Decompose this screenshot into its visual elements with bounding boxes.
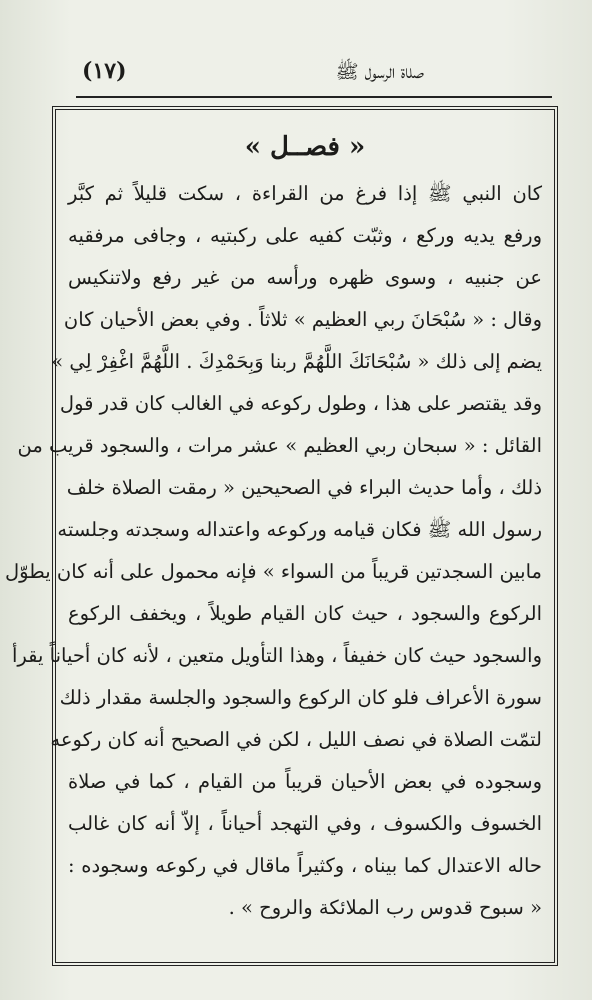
header-rule xyxy=(76,96,552,98)
running-title: صلاة الرسول ﷺ xyxy=(335,61,424,83)
text-line: وقد يقتصر على هذا ، وطول ركوعه في الغالب كان قدر قول xyxy=(59,392,542,415)
text-line: القائل : « سبحان ربي العظيم » عشر مرات ، والسجود قريب من xyxy=(17,434,542,457)
text-line: « سبوح قدوس رب الملائكة والروح » . xyxy=(228,896,542,919)
text-line: وقال : « سُبْحَانَ ربي العظيم » ثلاثاً . وفي بعض الأحيان كان xyxy=(63,308,542,331)
text-line: والسجود حيث كان خفيفاً ، وهذا التأويل متعين ، لأنه كان أحياناً يقرأ xyxy=(11,644,542,667)
text-line: سورة الأعراف فلو كان الركوع والسجود والجلسة مقدار ذلك xyxy=(59,686,542,709)
text-line: الخسوف والكسوف ، وفي التهجد أحياناً ، إلاّ أنه كان غالب xyxy=(68,812,542,835)
text-line: الركوع والسجود ، حيث كان القيام طويلاً ، ويخفف الركوع xyxy=(68,602,542,625)
text-line: ذلك ، وأما حديث البراء في الصحيحين « رمقت الصلاة خلف xyxy=(66,476,542,499)
text-line: وسجوده في بعض الأحيان قريباً من القيام ، كما في صلاة xyxy=(68,770,542,793)
text-line: عن جنبيه ، وسوى ظهره ورأسه من غير رفع ولاتنكيس xyxy=(68,266,542,289)
text-line: كان النبي ﷺ إذا فرغ من القراءة ، سكت قليلاً ثم كبَّر xyxy=(68,182,542,205)
text-line: ورفع يديه وركع ، وثبّت كفيه على ركبتيه ، وجافى مرفقيه xyxy=(68,224,542,247)
text-line: مابين السجدتين قريباً من السواء » فإنه محمول على أنه كان يطوّل xyxy=(5,560,542,583)
page-header xyxy=(80,56,552,96)
page-content xyxy=(5,112,552,960)
text-line: رسول الله ﷺ فكان قيامه وركوعه واعتداله وسجدته وجلسته xyxy=(57,518,542,541)
page-number: (١٧) xyxy=(82,58,127,84)
section-title: « فصــل » xyxy=(244,132,366,162)
text-line: يضم إلى ذلك « سُبْحَانَكَ اللَّهُمَّ ربنا وَبِحَمْدِكَ . اللَّهُمَّ اغْفِرْ لِي » xyxy=(51,350,542,373)
text-line: حاله الاعتدال كما بيناه ، وكثيراً ماقال في ركوعه وسجوده : xyxy=(68,854,542,877)
text-line: لتمّت الصلاة في نصف الليل ، لكن في الصحيح أنه كان ركوعه xyxy=(50,728,542,751)
